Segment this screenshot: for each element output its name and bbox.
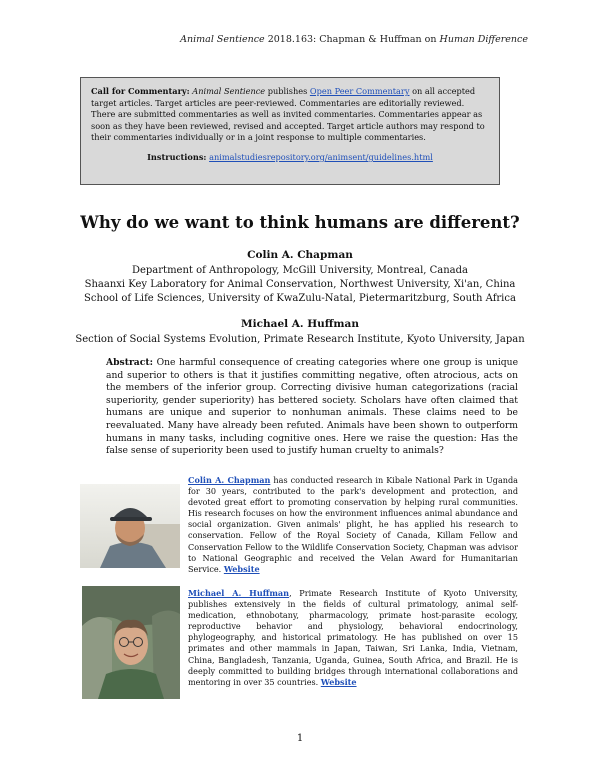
call-for-commentary-box bbox=[80, 77, 500, 185]
article-title: Why do we want to think humans are different? bbox=[80, 213, 520, 232]
bio-huffman-website-link[interactable]: Website bbox=[320, 676, 357, 687]
author-name-chapman: Colin A. Chapman bbox=[247, 249, 353, 261]
bio-huffman bbox=[188, 588, 518, 688]
bio-chapman-text: has conducted research in Kibale National Park in Uganda for 30 years, contributed to the park's development and protection, and devoted great effort to promoting conservation by helping rural communities. His research focuses on how the environment influences animal abundance and social organization. Given animals' plight, he has applied his research to conservation. Fellow of the Royal Society of Canada, Killam Fellow and Conservation Fellow to the Wildlife Conservation Society, Chapman was advisor to National Geographic and received the Velan Award for Humanitarian Service. bbox=[188, 475, 519, 574]
page-number: 1 bbox=[296, 733, 304, 744]
running-head-citation: 2018.163: bbox=[267, 34, 317, 45]
guidelines-link[interactable]: animalstudiesrepository.org/animsent/guidelines.html bbox=[209, 151, 433, 162]
bio-chapman-website-link[interactable]: Website bbox=[223, 563, 260, 574]
author-photo-huffman bbox=[82, 586, 180, 699]
chapman-photo-image bbox=[80, 484, 180, 568]
author-name-huffman: Michael A. Huffman bbox=[241, 318, 359, 330]
cfc-pre-link: publishes bbox=[267, 86, 308, 96]
running-head-journal: Animal Sentience bbox=[180, 34, 265, 45]
call-for-commentary-text bbox=[91, 86, 489, 144]
running-head-authors: Chapman & Huffman on bbox=[319, 34, 437, 45]
affiliation-mcgill: Department of Anthropology, McGill University, Montreal, Canada bbox=[131, 265, 469, 276]
author-photo-chapman bbox=[80, 484, 180, 568]
abstract-label: Abstract: bbox=[106, 357, 153, 368]
abstract-text: One harmful consequence of creating categories where one group is unique and superior to others is that it justifies committing negative, often atrocious, acts on the members of the inferior group. Correcting divisive human categorizations (racial superiority, gender superiority) has bettered society. Scholars have often claimed that humans are unique and superior to nonhuman animals. These claims need to be reevaluated. Many have already been refuted. Animals have been shown to outperform humans in many tasks, including cognitive ones. Here we raise the question: Has the false sense of superiority been used to justify human cruelty to animals? bbox=[106, 357, 519, 457]
affiliation-kwazulu: School of Life Sciences, University of KwaZulu-Natal, Pietermaritzburg, South Africa bbox=[84, 293, 516, 304]
cfc-journal: Animal Sentience bbox=[192, 86, 266, 96]
huffman-photo-image bbox=[82, 586, 180, 699]
cfc-body: on all accepted target articles. Target articles are peer-reviewed. Commentaries are editorially reviewed. There are submitted commentaries as well as invited commentaries. Commentaries appear as soon as they have been reviewed, revised and accepted. Target article authors may respond to their commentaries individually or in a joint response to multiple commentaries. bbox=[91, 86, 485, 143]
abstract bbox=[106, 357, 518, 458]
cfc-label: Call for Commentary: bbox=[91, 86, 190, 96]
running-head bbox=[180, 34, 528, 45]
instructions-label: Instructions: bbox=[147, 151, 207, 162]
instructions-line bbox=[91, 152, 489, 162]
bio-chapman-name-link[interactable]: Colin A. Chapman bbox=[188, 475, 271, 485]
affiliation-kyoto: Section of Social Systems Evolution, Primate Research Institute, Kyoto University, Japan bbox=[75, 334, 525, 345]
bio-huffman-text: , Primate Research Institute of Kyoto University, publishes extensively in the fields of cultural primatology, animal self-medication, ethnobotany, pharmacology, primate host-parasite ecology, reproductive behavior and physiology, behavioral endocrinology, phylogeography, and historical primatology. He has published on over 15 primates and other mammals in Japan, Taiwan, Sri Lanka, India, Vietnam, China, Bangladesh, Tanzania, Uganda, Guinea, South Africa, and Brazil. He is deeply committed to building bridges through international collaborations and mentoring in over 35 countries. bbox=[188, 588, 518, 687]
running-head-subject: Human Difference bbox=[439, 34, 528, 45]
open-peer-commentary-link[interactable]: Open Peer Commentary bbox=[309, 86, 410, 96]
bio-chapman bbox=[188, 475, 518, 575]
affiliation-northwest: Shaanxi Key Laboratory for Animal Conservation, Northwest University, Xi'an, China bbox=[84, 279, 516, 290]
bio-huffman-name-link[interactable]: Michael A. Huffman bbox=[188, 588, 290, 598]
